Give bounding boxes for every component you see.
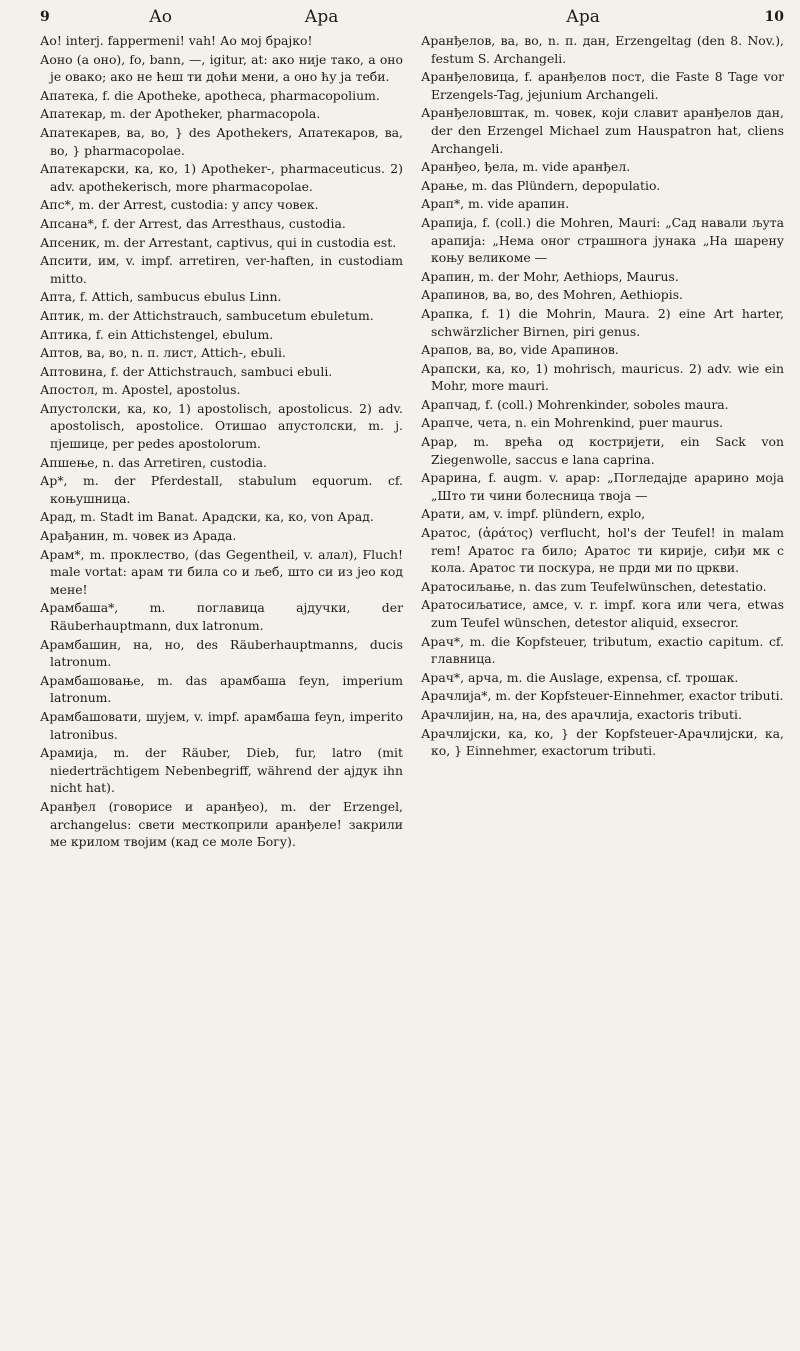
dictionary-entry: Аратосиљање, n. das zum Teufelwünschen, detestatio. (421, 578, 767, 594)
dictionary-entry: Аптик, m. der Attichstrauch, sambucetum ebuletum. (40, 307, 374, 323)
dictionary-entry: Апс*, m. der Arrest, custodia: у апсу човек. (40, 197, 319, 213)
dictionary-entry: Аптика, f. ein Attichstengel, ebulum. (40, 326, 274, 342)
dictionary-entry: Арање, m. das Plündern, depopulatio. (421, 177, 661, 193)
dictionary-entry: Арач*, арча, m. die Auslage, expensa, cf. трошак. (421, 669, 739, 685)
dictionary-entry: Аранђео, ђела, m. vide аранђел. (421, 159, 631, 175)
running-head-right (412, 7, 784, 27)
page-number-left: 9 (40, 9, 50, 25)
page-number-right: 10 (764, 9, 784, 25)
dictionary-entry: Арам*, m. проклество, (das Gegentheil, v. алал), Fluch! male vortat: арам ти била со и љеб, што си из јео код мене! (40, 546, 403, 597)
dictionary-entry: Апсеник, m. der Arrestant, captivus, qui in custodia est. (40, 234, 397, 250)
dictionary-entry: Апсити, им, v. impf. arretiren, ver-haften, in custodiam mitto. (40, 253, 403, 286)
dictionary-entry: Аптовина, f. der Attichstrauch, sambuci ebuli. (40, 363, 333, 379)
dictionary-entry: Аптa, f. Attich, sambucus ebulus Linn. (40, 289, 282, 305)
left-column (40, 32, 403, 852)
dictionary-entry: Апустолски, ка, ко, 1) apostolisch, apostolicus. 2) adv. apostolisch, apostolice. Отишао апустолски, m. j. пјешице, per pedes apostolorum. (40, 400, 403, 452)
dictionary-entry: Арачлијин, на, на, des арачлија, exactoris tributi. (421, 706, 742, 722)
dictionary-entry: Аоно (а оно), fo, bann, —, igitur, at: ако није тако, а оно је овако; ако не ћеш ти доћи мени, а оно ћу ја теби. (40, 51, 403, 85)
right-column (421, 32, 784, 852)
dictionary-entry: Арапчад, f. (coll.) Mohrenkinder, soboles maura. (421, 396, 729, 412)
dictionary-entry: Арапин, m. der Mohr, Aethiops, Maurus. (421, 268, 679, 284)
dictionary-entry: Арамбашин, на, но, des Räuberhauptmanns, ducis latronum. (40, 636, 403, 670)
entry-columns (40, 32, 784, 852)
dictionary-entry: Арамбашовање, m. das арамбаша fеyn, imperium latronum. (40, 672, 403, 706)
dictionary-entry: Апостол, m. Apostel, apostolus. (40, 382, 241, 398)
dictionary-entry: Апшење, n. das Arretiren, custodia. (40, 454, 267, 470)
dictionary-entry: Арапче, чета, n. ein Mohrenkind, puer maurus. (421, 415, 724, 431)
dictionary-entry: Арамија, m. der Räuber, Dieb, fur, latro (mit niederträchtigem Nebenbegriff, während der ајдук ihn nicht hat). (40, 745, 403, 796)
dictionary-entry: Апатека, f. die Apotheke, apotheca, pharmacopolium. (40, 87, 380, 103)
dictionary-entry: Аранђеловштак, m. човек, који славит аранђелов дан, der den Erzengel Michael zum Hauspatron hat, cliens Archangeli. (421, 105, 784, 156)
dictionary-entry: Ао! interj. fappermeni! vah! Ао мој брајко! (40, 33, 313, 48)
dictionary-entry: Арапски, ка, ко, 1) mohrisch, mauricus. 2) adv. wie ein Mohr, more mauri. (421, 360, 784, 394)
guide-word-left-last: Ара (304, 7, 339, 27)
dictionary-entry: Апатекар, m. der Apotheker, pharmacopola. (40, 106, 321, 122)
guide-word-left-first: Ао (148, 7, 173, 27)
dictionary-entry: Аранђел (говорисе и аранђео), m. der Erzengel, archangelus: свети месткоприли аранђеле! закрили ме крилом твојим (кад се моле Богу). (40, 798, 403, 850)
dictionary-entry: Арамбашовати, шујем, v. impf. арамбаша fеyn, imperito latronibus. (40, 708, 403, 742)
dictionary-entry: Арап*, m. vide арапин. (421, 196, 570, 212)
dictionary-entry: Арапов, ва, во, vide Арапинов. (421, 342, 619, 358)
dictionary-entry: Аранђелов, ва, во, n. п. дан, Erzengeltag (den 8. Nov.), festum S. Archangeli. (421, 33, 784, 66)
dictionary-entry: Апатекарски, ка, ко, 1) Apotheker-, pharmaceuticus. 2) adv. apothekerisch, more pharmacopolae. (40, 161, 403, 194)
dictionary-entry: Апатекарев, ва, во, } des Apothekers, Апатекаров, ва, во, } pharmacopolae. (40, 124, 403, 158)
dictionary-entry: Арар, m. врећа од костријети, ein Sack von Ziegenwolle, saccus e lana caprina. (421, 434, 784, 467)
dictionary-entry: Аптов, ва, во, n. п. лист, Attich-, ebuli. (40, 345, 286, 361)
dictionary-entry: Арађанин, m. човек из Арада. (40, 528, 237, 544)
guide-word-right: Ара (566, 7, 600, 27)
dictionary-entry: Арарина, f. augm. v. арар: „Погледајде арарино моја „Што ти чини болесница твоја — (421, 470, 784, 503)
dictionary-entry: Арати, ам, v. impf. plündern, explo, (421, 506, 646, 522)
dictionary-entry: Аранђеловица, f. аранђелов пост, die Faste 8 Tage vor Erzengels-Tag, jejunium Archangeli. (421, 69, 784, 102)
dictionary-entry: Арамбаша*, m. поглавица ајдучки, der Räuberhauptmann, dux latronum. (40, 600, 403, 633)
dictionary-entry: Арапинов, ва, во, des Mohren, Aethiopis. (421, 287, 684, 303)
running-head (40, 4, 784, 30)
dictionary-entry: Аратос, (ἀράτος) verflucht, hol's der Teufel! in malam rem! Аратос га било; Аратос ти кирије, сиђи мк с кола. Аратос ти поскура, не прди ми по цркви. (421, 525, 784, 576)
dictionary-entry: Апсана*, f. der Arrest, das Arresthaus, custodia. (40, 215, 346, 231)
dictionary-entry: Аратосиљатисе, амсе, v. r. impf. кога или чега, etwas zum Teufel wünschen, detestor aliquid, exsecror. (421, 597, 784, 630)
dictionary-entry: Арачлија*, m. der Kopfsteuer-Einnehmer, exactor tributi. (421, 688, 784, 704)
dictionary-entry: Арач*, m. die Kopfsteuer, tributum, exactio capitum. cf. главница. (421, 633, 784, 667)
dictionary-entry: Арачлијски, ка, ко, } der Kopfsteuer-Арачлијски, ка, ко, } Einnehmer, exactorum tributi. (421, 725, 784, 759)
running-head-left (40, 7, 412, 27)
dictionary-entry: Арапка, f. 1) die Mohrin, Maura. 2) eine Art harter, schwärzlicher Birnen, piri genus. (421, 305, 784, 339)
dictionary-entry: Ар*, m. der Pferdestall, stabulum equorum. cf. коњушница. (40, 473, 403, 506)
dictionary-entry: Арапија, f. (coll.) die Mohren, Mauri: „Сад навали љута арапија: „Нема оног страшнога јунака „На шарену коњу великоме — (421, 214, 784, 266)
dictionary-entry: Арад, m. Stadt im Banat. Арадски, ка, ко, von Арад. (40, 509, 374, 525)
